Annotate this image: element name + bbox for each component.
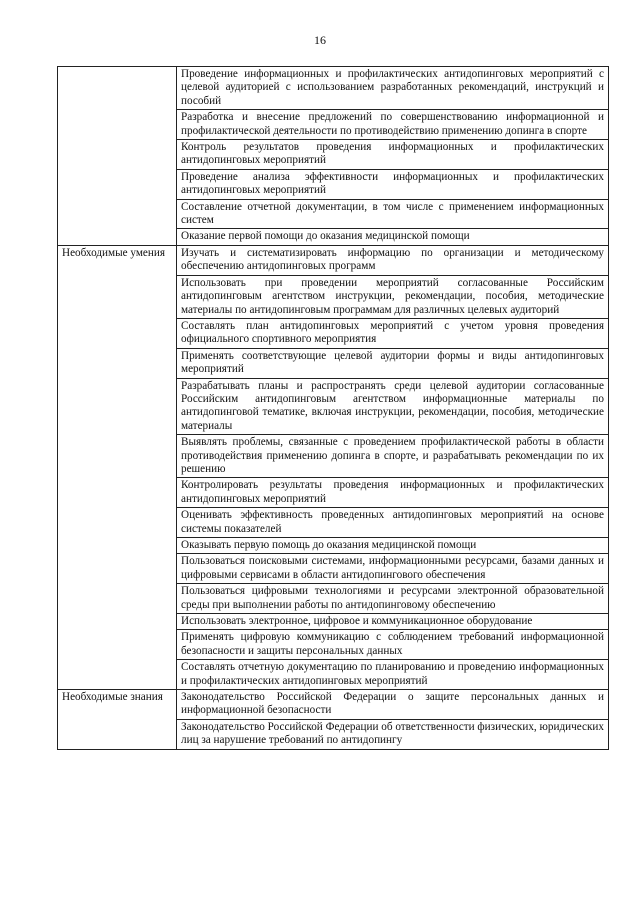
section-item: Проведение анализа эффективности информационных и профилактических антидопинговых мероприятий — [177, 169, 609, 199]
section-item: Пользоваться поисковыми системами, информационными ресурсами, базами данных и цифровыми сервисами в области антидопингового обеспечения — [177, 554, 609, 584]
section-item: Законодательство Российской Федерации о защите персональных данных и информационной безопасности — [177, 690, 609, 720]
section-item: Оказание первой помощи до оказания медицинской помощи — [177, 229, 609, 245]
qualification-table-body — [58, 67, 609, 750]
section-label — [58, 67, 177, 246]
section-item: Составлять отчетную документацию по планированию и проведению информационных и профилактических антидопинговых мероприятий — [177, 660, 609, 690]
qualification-table — [57, 66, 609, 750]
section-item: Составлять план антидопинговых мероприятий с учетом уровня проведения официального спортивного мероприятия — [177, 318, 609, 348]
page-number: 16 — [314, 33, 326, 47]
section-item: Оказывать первую помощь до оказания медицинской помощи — [177, 538, 609, 554]
section-item: Выявлять проблемы, связанные с проведением профилактической работы в области противодействия применению допинга в спорте, и разрабатывать рекомендации по их решению — [177, 435, 609, 478]
section-item: Пользоваться цифровыми технологиями и ресурсами электронной образовательной среды при выполнении работы по антидопинговому обеспечению — [177, 584, 609, 614]
section-item: Изучать и систематизировать информацию по организации и методическому обеспечению антидопинговых программ — [177, 245, 609, 275]
section-item: Применять соответствующие целевой аудитории формы и виды антидопинговых мероприятий — [177, 348, 609, 378]
section-item: Проведение информационных и профилактических антидопинговых мероприятий с целевой аудиторией с использованием разработанных рекомендаций, инструкций и пособий — [177, 67, 609, 110]
section-item: Разработка и внесение предложений по совершенствованию информационной и профилактической деятельности по противодействию применению допинга в спорте — [177, 110, 609, 140]
table-row — [58, 690, 609, 720]
section-item: Разрабатывать планы и распространять среди целевой аудитории согласованные Российским антидопинговым агентством информационные материалы по антидопинговой тематике, включая инструкции, рекомендации, пособия, методические материалы — [177, 378, 609, 435]
section-item: Использовать при проведении мероприятий согласованные Российским антидопинговым агентством инструкции, рекомендации, пособия, методические материалы по антидопинговым программам для различных целевых аудиторий — [177, 275, 609, 318]
table-row — [58, 245, 609, 275]
section-label: Необходимые умения — [58, 245, 177, 689]
section-item: Контролировать результаты проведения информационных и профилактических антидопинговых мероприятий — [177, 478, 609, 508]
section-item: Законодательство Российской Федерации об ответственности физических, юридических лиц за нарушение требований по антидопингу — [177, 719, 609, 749]
section-item: Контроль результатов проведения информационных и профилактических антидопинговых мероприятий — [177, 140, 609, 170]
section-item: Составление отчетной документации, в том числе с применением информационных систем — [177, 199, 609, 229]
section-item: Использовать электронное, цифровое и коммуникационное оборудование — [177, 614, 609, 630]
section-label: Необходимые знания — [58, 690, 177, 750]
section-item: Применять цифровую коммуникацию с соблюдением требований информационной безопасности и защиты персональных данных — [177, 630, 609, 660]
section-item: Оценивать эффективность проведенных антидопинговых мероприятий на основе системы показателей — [177, 508, 609, 538]
table-row — [58, 67, 609, 110]
